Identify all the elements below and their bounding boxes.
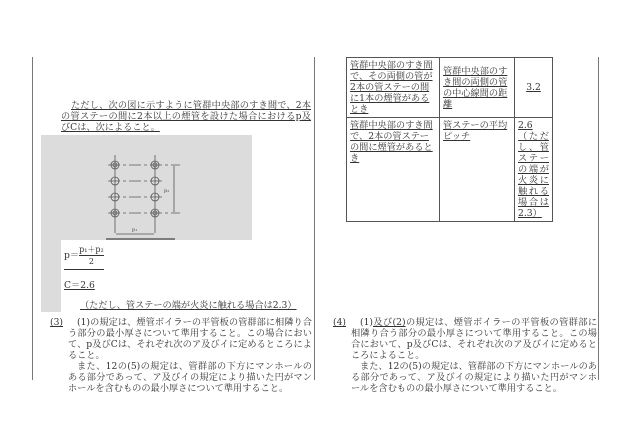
table-cell: 3.2 — [515, 58, 553, 118]
figure-background-strip — [41, 240, 61, 312]
item4 — [333, 317, 597, 394]
table-cell: 管群中央部のすき間で、その両側の管が2本の管ステーの間に1本の煙管があるとき — [347, 58, 440, 118]
item3-text: (1)の規定は、煙管ボイラーの平管板の管群部に相隣り合う部分の最小厚さについて準用すること。この場合において、p及びCは、それぞれ次のア及びイに定めるところによること。 — [68, 317, 312, 361]
formula-lhs: p＝ — [64, 250, 80, 261]
item4-ref: (1) — [360, 317, 374, 328]
pitch-formula — [64, 244, 104, 270]
tube-layout-diagram — [100, 150, 200, 240]
item4-text2: また、12の(5)の規定は、管群部の下方にマンホールのある部分であって、ア及びイの規定により描いた円がマンホールを含むものの最小厚さについて準用すること。 — [351, 361, 597, 394]
c-value: C＝2.6 — [64, 280, 95, 291]
c-note: （ただし、管ステーの端が火炎に触れる場合は2.3） — [80, 300, 297, 311]
item3-number: (3) — [50, 317, 64, 328]
intro-paragraph: ただし、次の図に示すように管群中央部のすき間で、2本の管ステーの間に2本以上の煙管を設けた場合におけるp及びCは、次によること。 — [61, 100, 311, 133]
right-margin-line — [598, 57, 599, 380]
table-row — [347, 118, 553, 222]
table-cell: 2.6（ただし、管ステーの端が火炎に触れる場合は2.3） — [515, 118, 553, 222]
item3-text2: また、12の(5)の規定は、管群部の下方にマンホールのある部分であって、ア及びイの規定により描いた円がマンホールを含むものの最小厚さについて準用すること。 — [68, 361, 312, 394]
table-row — [347, 58, 553, 118]
formula-denominator: 2 — [88, 257, 94, 266]
formula-numerator: p₁＋p₂ — [79, 245, 104, 254]
center-divider-line — [314, 57, 315, 380]
p1-label: p₁ — [132, 227, 138, 233]
table-cell: 管ステーの平均ピッチ — [440, 118, 515, 222]
table-cell: 管群中央部のすき間の両側の管の中心線間の距離 — [440, 58, 515, 118]
left-margin-line — [32, 57, 33, 380]
item4-ref-underlined: 及び(2) — [373, 317, 406, 328]
item4-body: の規定は、煙管ボイラーの平管板の管群部に相隣り合う部分の最小厚さについて準用すること。この場合において、p及びCは、それぞれ次のア及びイに定めるところによること。 — [351, 317, 598, 361]
item3 — [50, 317, 312, 394]
c-value-table — [346, 57, 553, 222]
item4-text — [351, 317, 597, 361]
item4-number: (4) — [333, 317, 347, 328]
table-cell: 管群中央部のすき間で、2本の管ステーの間に煙管があるとき — [347, 118, 440, 222]
p2-label: p₂ — [164, 188, 170, 194]
